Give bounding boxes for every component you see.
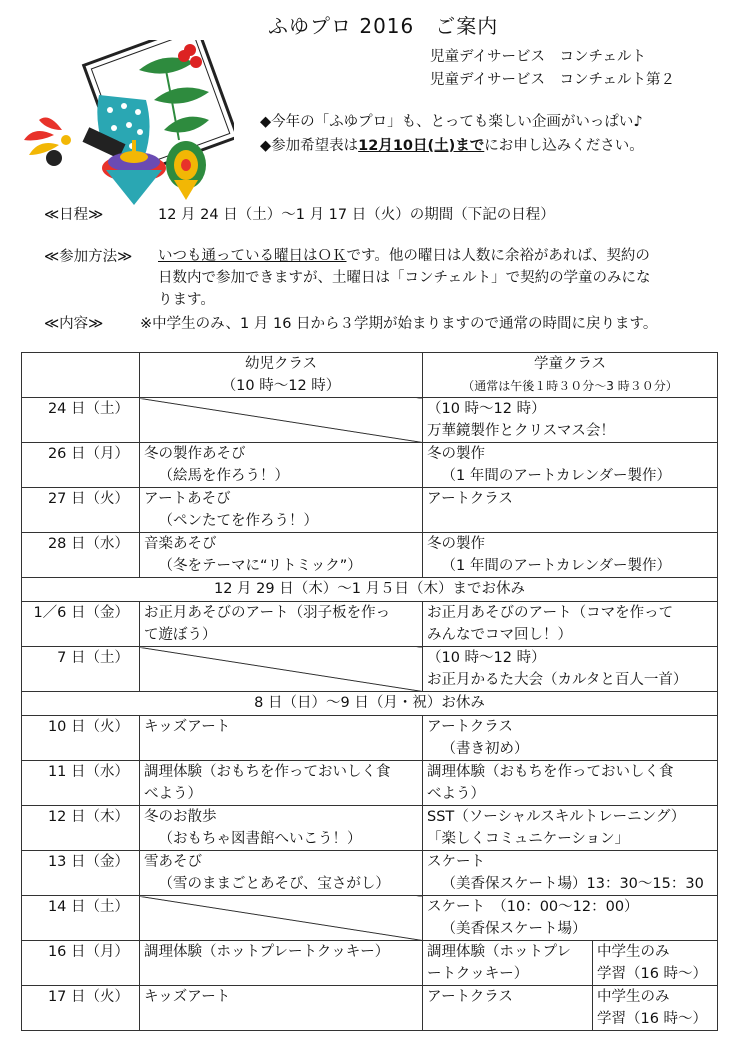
school-class-cell <box>423 716 718 761</box>
infant-activity: アートあそび <box>144 491 231 507</box>
infant-class-cell <box>140 761 423 806</box>
infant-class-cell <box>140 716 423 761</box>
school-activity: アートクラス <box>427 719 513 735</box>
school-class-cell <box>423 647 718 692</box>
infant-class-cell <box>140 533 423 578</box>
day-cell: 27 日（火） <box>22 488 140 533</box>
holiday-row <box>22 578 718 602</box>
day-cell: 7 日（土） <box>22 647 140 692</box>
schedule-text: 12 月 24 日（土）～1 月 17 日（火）の期間（下記の日程） <box>158 207 555 223</box>
header-infant-time: （10 時～12 時） <box>221 378 341 394</box>
holiday-cell: 8 日（日）～9 日（月・祝）お休み <box>22 692 718 716</box>
school-activity-detail: ートクッキー） <box>427 966 529 982</box>
new-year-illustration <box>14 40 234 215</box>
day-cell: 17 日（火） <box>22 986 140 1031</box>
deadline-prefix: ◆参加希望表は <box>260 138 359 154</box>
infant-activity: キッズアート <box>144 989 231 1005</box>
infant-class-cell <box>140 896 423 941</box>
organization-name-1: 児童デイサービス コンチェルト <box>430 49 647 65</box>
infant-activity-detail: て遊ぼう） <box>144 627 217 643</box>
table-row <box>22 647 718 692</box>
school-class-cell <box>423 806 718 851</box>
table-header-row <box>22 353 718 398</box>
school-activity: アートクラス <box>427 989 513 1005</box>
organization-name-2: 児童デイサービス コンチェルト第２ <box>430 72 676 88</box>
method-line1: です。他の曜日は人数に余裕があれば、契約の <box>346 248 650 264</box>
school-activity: （10 時～12 時） <box>427 650 546 666</box>
table-row <box>22 443 718 488</box>
day-cell: 26 日（月） <box>22 443 140 488</box>
school-activity: 調理体験（ホットプレ <box>427 944 571 960</box>
header-infant-label: 幼児クラス <box>244 356 318 372</box>
content-label: ≪内容≫ <box>44 316 104 332</box>
school-activity: SST（ソーシャルスキルトレーニング） <box>427 809 686 825</box>
header-day-cell <box>22 353 140 398</box>
infant-class-cell <box>140 647 423 692</box>
method-underline: いつも通っている曜日はＯＫ <box>158 248 347 264</box>
school-class-cell <box>423 896 718 941</box>
method-line3: ります。 <box>158 292 215 308</box>
junior-high-detail: 学習（16 時～） <box>597 966 708 982</box>
school-activity-detail: 「楽しくコミュニケーション」 <box>427 831 630 847</box>
school-activity-detail: （1 年間のアートカレンダー製作） <box>441 468 672 484</box>
day-cell: 12 日（木） <box>22 806 140 851</box>
junior-high-label: 中学生のみ <box>597 989 670 1005</box>
table-row <box>22 716 718 761</box>
infant-class-cell <box>140 602 423 647</box>
infant-activity-detail: （絵馬を作ろう！） <box>158 468 289 484</box>
infant-activity: 冬のお散歩 <box>144 809 217 825</box>
school-activity-detail: みんなでコマ回し！） <box>427 627 572 643</box>
header-school-time: （通常は午後１時３０分～3 時３０分） <box>462 379 678 393</box>
infant-activity: キッズアート <box>144 719 231 735</box>
schedule-label: ≪日程≫ <box>44 207 104 223</box>
day-cell: 28 日（水） <box>22 533 140 578</box>
infant-activity: 調理体験（ホットプレートクッキー） <box>144 944 390 960</box>
day-cell: 1／6 日（金） <box>22 602 140 647</box>
intro-bullet-2 <box>260 134 644 155</box>
school-class-cell <box>423 986 593 1031</box>
junior-high-label: 中学生のみ <box>597 944 670 960</box>
school-activity: お正月あそびのアート（コマを作って <box>427 605 674 621</box>
school-class-cell <box>423 851 718 896</box>
table-row <box>22 851 718 896</box>
school-activity: スケート （10：00～12：00） <box>427 899 639 915</box>
infant-class-cell <box>140 941 423 986</box>
header-school-cell <box>423 353 718 398</box>
day-cell: 11 日（水） <box>22 761 140 806</box>
infant-class-cell <box>140 851 423 896</box>
day-cell: 16 日（月） <box>22 941 140 986</box>
infant-activity: 音楽あそび <box>144 536 217 552</box>
school-activity-detail: お正月かるた大会（カルタと百人一首） <box>427 672 688 688</box>
intro-bullet-1: ◆今年の「ふゆプロ」も、とっても楽しい企画がいっぱい♪ <box>260 114 643 130</box>
day-cell: 24 日（土） <box>22 398 140 443</box>
holiday-row <box>22 692 718 716</box>
table-row <box>22 806 718 851</box>
school-class-cell <box>423 443 718 488</box>
table-row <box>22 398 718 443</box>
infant-activity: 雪あそび <box>144 854 202 870</box>
schedule-table <box>21 352 718 1031</box>
method-text <box>158 245 708 311</box>
school-activity: 冬の製作 <box>427 446 485 462</box>
day-cell: 10 日（火） <box>22 716 140 761</box>
school-class-cell <box>423 533 718 578</box>
table-row <box>22 602 718 647</box>
junior-high-cell <box>593 986 718 1031</box>
table-row <box>22 533 718 578</box>
infant-activity: 冬の製作あそび <box>144 446 246 462</box>
deadline-suffix: にお申し込みください。 <box>484 138 644 154</box>
day-cell: 13 日（金） <box>22 851 140 896</box>
school-activity-detail: （書き初め） <box>441 741 529 757</box>
table-row <box>22 941 718 986</box>
infant-activity-detail: （ペンたてを作ろう！） <box>158 513 318 529</box>
school-activity-detail: べよう） <box>427 786 485 802</box>
infant-activity: 調理体験（おもちを作っておいしく食 <box>144 764 391 780</box>
content-text: ※中学生のみ、1 月 16 日から３学期が始まりますので通常の時間に戻ります。 <box>140 316 658 332</box>
infant-class-cell <box>140 443 423 488</box>
school-class-cell <box>423 488 718 533</box>
school-class-cell <box>423 398 718 443</box>
school-activity-detail: （美香保スケート場）13：30～15：30 <box>441 876 704 892</box>
infant-activity-detail: （雪のままごとあそび、宝さがし） <box>158 876 390 892</box>
school-activity-detail: （1 年間のアートカレンダー製作） <box>441 558 672 574</box>
day-cell: 14 日（土） <box>22 896 140 941</box>
school-activity: アートクラス <box>427 491 513 507</box>
school-activity-detail: 万華鏡製作とクリスマス会！ <box>427 423 615 439</box>
table-row <box>22 896 718 941</box>
method-label: ≪参加方法≫ <box>44 249 133 265</box>
school-class-cell <box>423 941 593 986</box>
table-row <box>22 986 718 1031</box>
table-row <box>22 488 718 533</box>
junior-high-detail: 学習（16 時～） <box>597 1011 708 1027</box>
header-school-label: 学童クラス <box>533 356 607 372</box>
infant-activity: お正月あそびのアート（羽子板を作っ <box>144 605 391 621</box>
school-activity: 冬の製作 <box>427 536 485 552</box>
infant-class-cell <box>140 488 423 533</box>
school-activity: スケート <box>427 854 485 870</box>
deadline-date: 12月10日(土)まで <box>358 138 485 154</box>
method-line2: 日数内で参加できますが、土曜日は「コンチェルト」で契約の学童のみにな <box>158 270 651 286</box>
table-row <box>22 761 718 806</box>
header-infant-cell <box>140 353 423 398</box>
school-class-cell <box>423 602 718 647</box>
infant-class-cell <box>140 986 423 1031</box>
infant-class-cell <box>140 398 423 443</box>
school-class-cell <box>423 761 718 806</box>
holiday-cell: 12 月 29 日（木）～1 月５日（木）までお休み <box>22 578 718 602</box>
junior-high-cell <box>593 941 718 986</box>
infant-activity-detail: （冬をテーマに“リトミック”） <box>158 558 362 574</box>
school-activity: 調理体験（おもちを作っておいしく食 <box>427 764 674 780</box>
page-title: ふゆプロ 2016 ご案内 <box>268 14 499 38</box>
infant-class-cell <box>140 806 423 851</box>
school-activity: （10 時～12 時） <box>427 401 546 417</box>
infant-activity-detail: （おもちゃ図書館へいこう！） <box>158 831 362 847</box>
school-activity-detail: （美香保スケート場） <box>441 921 587 937</box>
infant-activity-detail: べよう） <box>144 786 202 802</box>
